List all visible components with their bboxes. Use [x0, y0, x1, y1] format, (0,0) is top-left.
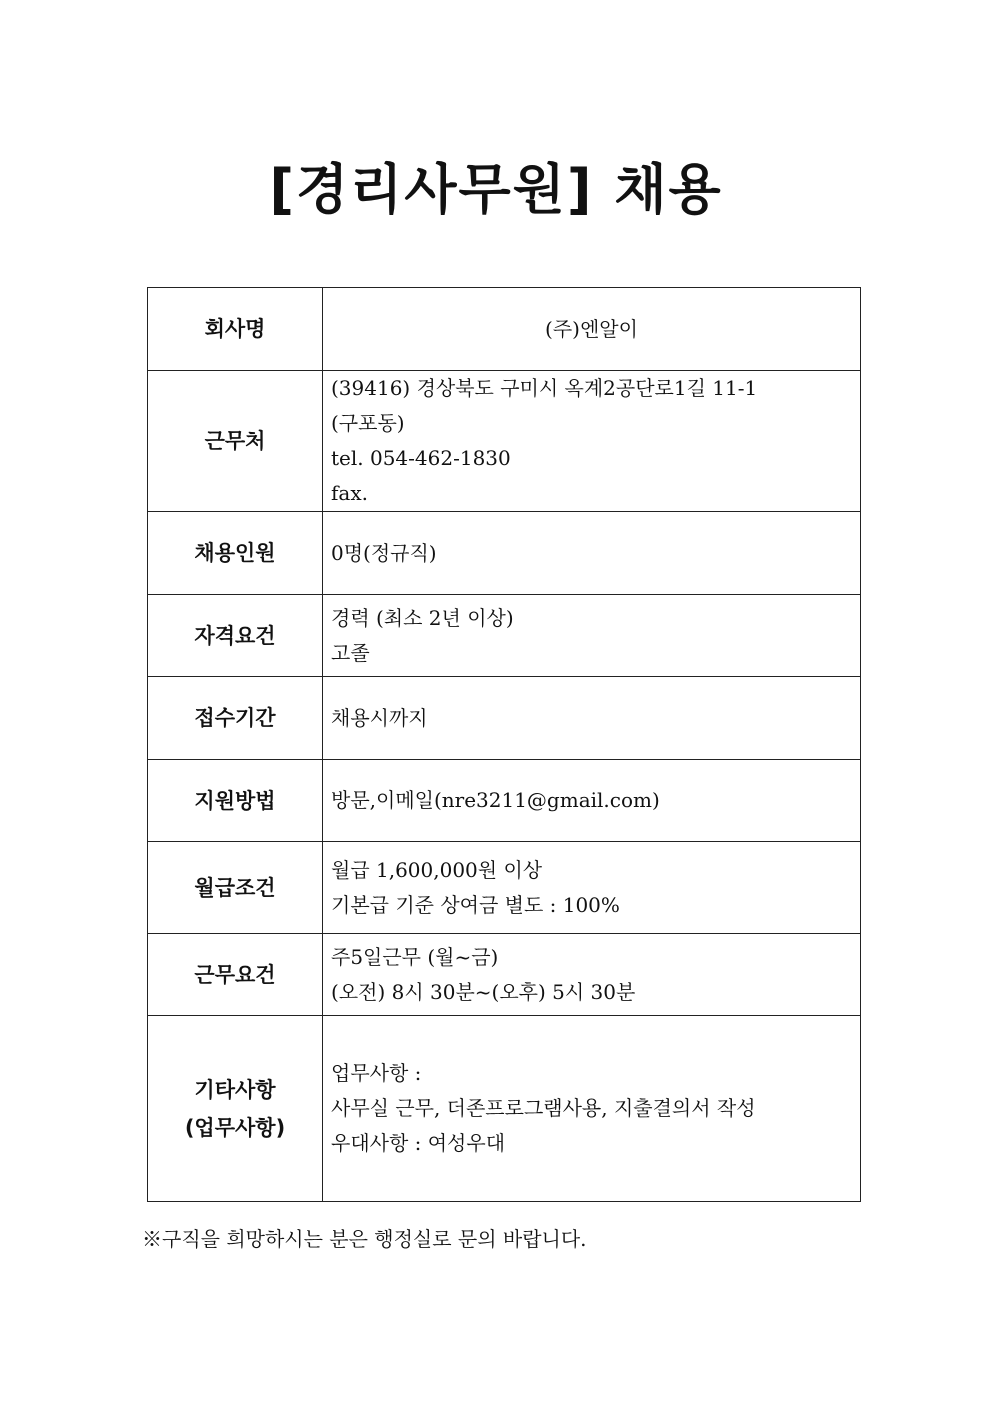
value-line: 업무사항 :	[331, 1061, 422, 1085]
row-label-salary: 월급조건	[148, 842, 323, 934]
footer-note: ※구직을 희망하시는 분은 행정실로 문의 바랍니다.	[142, 1227, 587, 1251]
value-line: 채용시까지	[331, 705, 428, 730]
row-label-workplace: 근무처	[148, 371, 323, 512]
row-label-other-line2: (업무사항)	[184, 1115, 286, 1140]
value-line: (구포동)	[331, 411, 405, 435]
table-row-workplace	[148, 371, 861, 512]
value-line: (주)엔알이	[545, 316, 638, 341]
row-label-application-method: 지원방법	[148, 760, 323, 842]
row-label-qualifications: 자격요건	[148, 595, 323, 677]
row-label-work-conditions: 근무요건	[148, 934, 323, 1016]
value-line: 기본급 기준 상여금 별도 : 100%	[331, 892, 620, 917]
row-value-headcount	[323, 512, 861, 595]
value-line: 사무실 근무, 더존프로그램사용, 지출결의서 작성	[331, 1096, 756, 1120]
value-line: 0명(정규직)	[331, 540, 437, 565]
row-value-application-method	[323, 760, 861, 842]
page-title: [경리사무원] 채용	[269, 158, 723, 221]
row-value-other	[323, 1016, 861, 1202]
table-row-qualifications	[148, 595, 861, 677]
row-value-work-conditions	[323, 934, 861, 1016]
row-value-qualifications	[323, 595, 861, 677]
value-line: 방문,이메일(nre3211@gmail.com)	[331, 788, 660, 812]
row-label-other-line1: 기타사항	[194, 1077, 276, 1102]
row-label-application-period: 접수기간	[148, 677, 323, 760]
value-line: 고졸	[331, 640, 370, 665]
row-label-headcount: 채용인원	[148, 512, 323, 595]
table-row-company	[148, 288, 861, 371]
value-line: (39416) 경상북도 구미시 옥계2공단로1길 11-1	[331, 376, 758, 400]
row-value-workplace	[323, 371, 861, 512]
table-row-application-method	[148, 760, 861, 842]
table-row-salary	[148, 842, 861, 934]
row-value-company	[323, 288, 861, 371]
value-line: 주5일근무 (월~금)	[331, 944, 499, 969]
value-line: tel. 054-462-1830	[331, 446, 511, 470]
job-info-table	[147, 287, 861, 1202]
value-line: 월급 1,600,000원 이상	[331, 857, 543, 882]
value-line: fax.	[331, 481, 368, 505]
row-value-salary	[323, 842, 861, 934]
table-row-other	[148, 1016, 861, 1202]
table-row-work-conditions	[148, 934, 861, 1016]
row-label-company: 회사명	[148, 288, 323, 371]
row-label-other	[148, 1016, 323, 1202]
value-line: 우대사항 : 여성우대	[331, 1131, 506, 1155]
table-row-application-period	[148, 677, 861, 760]
value-line: (오전) 8시 30분~(오후) 5시 30분	[331, 979, 636, 1004]
row-value-application-period	[323, 677, 861, 760]
value-line: 경력 (최소 2년 이상)	[331, 605, 514, 630]
table-row-headcount	[148, 512, 861, 595]
